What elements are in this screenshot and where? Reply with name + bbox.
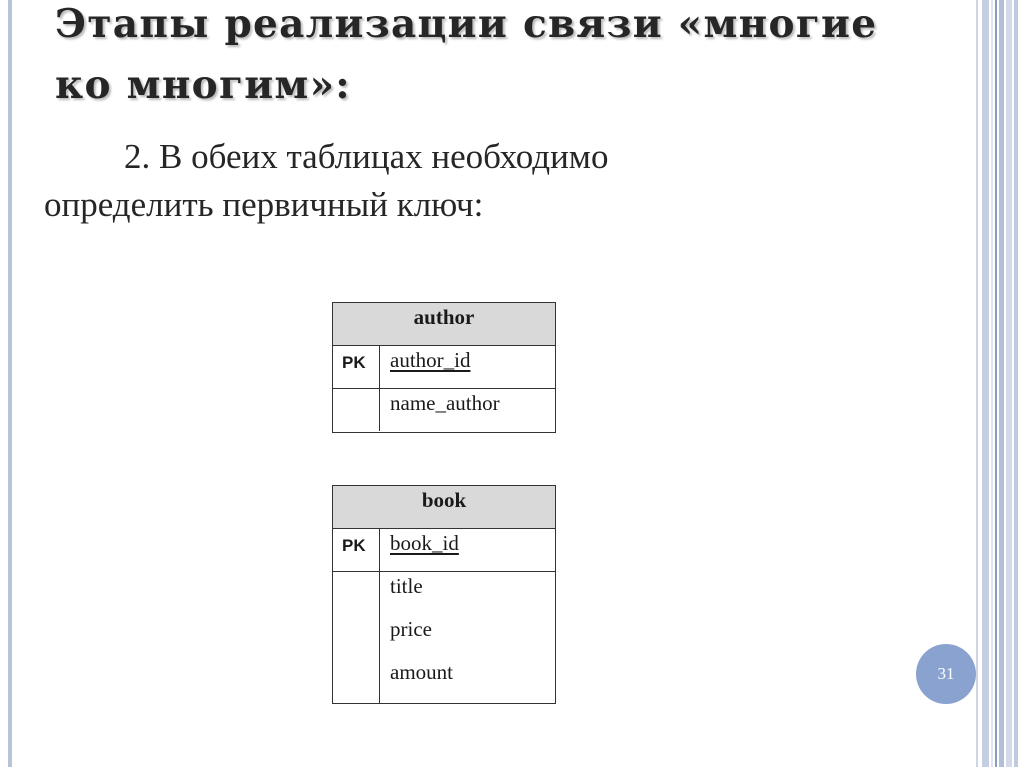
pk-field: book_id: [390, 531, 459, 555]
slide-title: [55, 0, 955, 116]
page-number-badge: 31: [916, 644, 976, 704]
decor-band: [982, 0, 989, 767]
attribute-field: amount: [390, 660, 453, 684]
slide-frame-left: [8, 0, 12, 767]
table-author: [332, 302, 556, 433]
slide-title-line: ко многим»:: [55, 62, 351, 108]
table-row-attributes: [333, 389, 555, 431]
key-cell-empty: [333, 572, 380, 703]
table-row-pk: [333, 529, 555, 572]
slide-body: [44, 133, 944, 229]
table-row-attributes: [333, 572, 555, 703]
decor-band: [991, 0, 993, 767]
pk-label: PK: [333, 346, 380, 388]
attribute-field: name_author: [390, 391, 500, 415]
decor-band: [1014, 0, 1018, 767]
attribute-cell: [380, 389, 555, 431]
attribute-field: title: [390, 574, 423, 598]
decor-band: [1006, 0, 1012, 767]
attribute-cell: [380, 572, 555, 703]
table-book: [332, 485, 556, 704]
decor-band: [995, 0, 997, 767]
slide-title-line: Этапы реализации связи «многие: [55, 1, 878, 47]
table-row-pk: [333, 346, 555, 389]
decor-band: [999, 0, 1004, 767]
key-cell-empty: [333, 389, 380, 431]
table-header: author: [333, 303, 555, 346]
pk-field-cell: [380, 346, 555, 388]
pk-field-cell: [380, 529, 555, 571]
attribute-field: price: [390, 617, 432, 641]
pk-label: PK: [333, 529, 380, 571]
body-line: 2. В обеих таблицах необходимо: [124, 137, 609, 176]
pk-field: author_id: [390, 348, 471, 372]
body-line: определить первичный ключ:: [44, 185, 484, 224]
table-header: book: [333, 486, 555, 529]
decor-band: [976, 0, 978, 767]
